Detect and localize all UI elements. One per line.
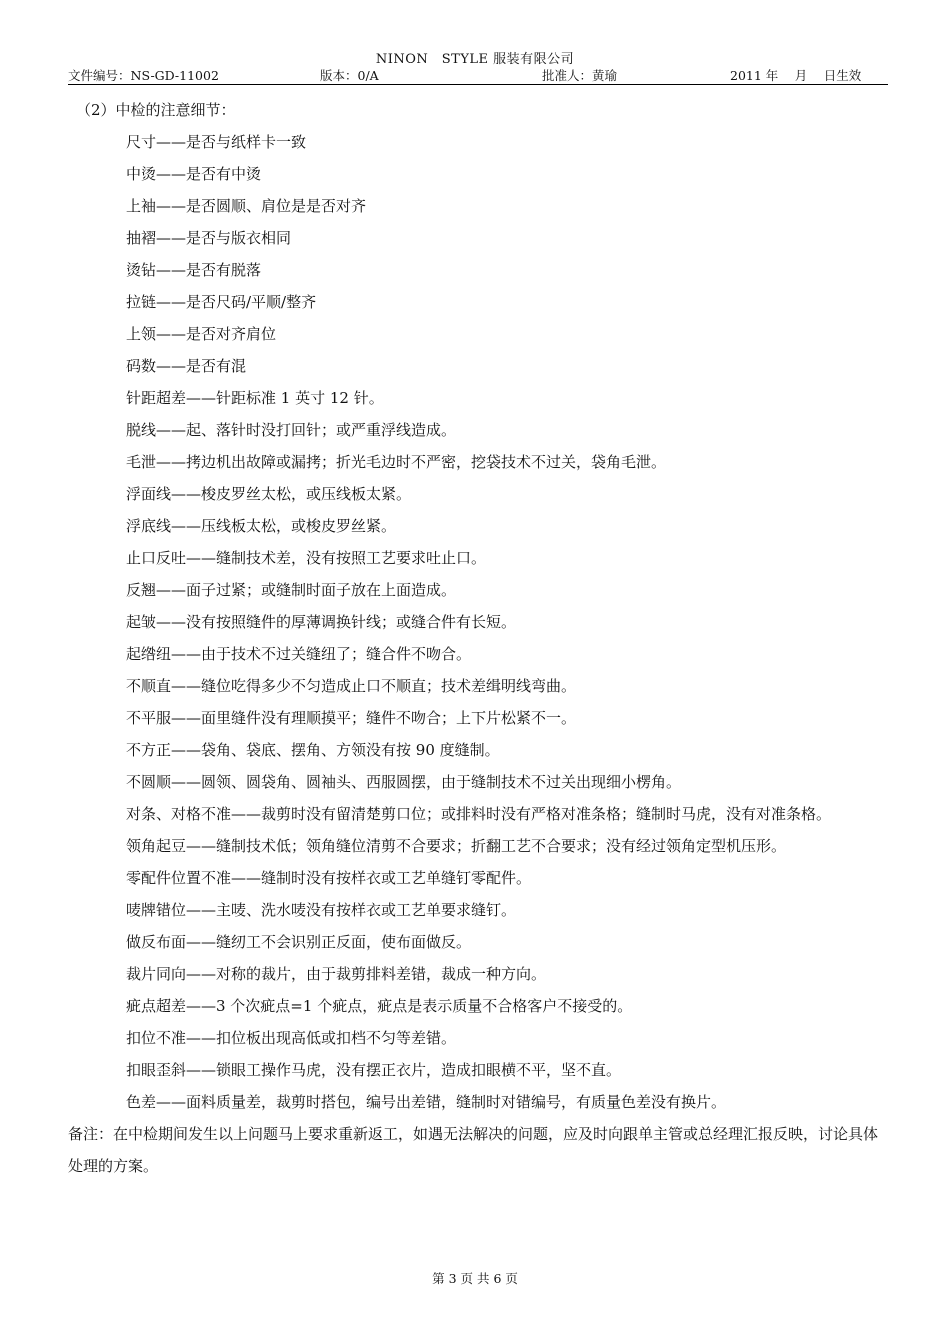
list-item: 脱线——起、落针时没打回针；或严重浮线造成。 xyxy=(126,421,457,439)
list-item: 起皱——没有按照缝件的厚薄调换针线；或缝合件有长短。 xyxy=(126,613,517,631)
list-item: 不圆顺——圆领、圆袋角、圆袖头、西服圆摆，由于缝制技术不过关出现细小楞角。 xyxy=(126,773,682,791)
list-item: 浮面线——梭皮罗丝太松，或压线板太紧。 xyxy=(126,485,412,503)
list-item: 尺寸——是否与纸样卡一致 xyxy=(126,133,307,151)
list-item: 浮底线——压线板太松，或梭皮罗丝紧。 xyxy=(126,517,397,535)
list-item: 疵点超差——3 个次疵点=1 个疵点，疵点是表示质量不合格客户不接受的。 xyxy=(126,997,633,1015)
list-item: 中烫——是否有中烫 xyxy=(126,165,262,183)
effective-date: 2011 年 月 日生效 xyxy=(730,68,862,83)
list-item: 上领——是否对齐肩位 xyxy=(126,325,277,343)
list-item: 扣眼歪斜——锁眼工操作马虎，没有摆正衣片，造成扣眼横不平，坚不直。 xyxy=(126,1061,622,1079)
version: 版本：0/A xyxy=(320,68,379,83)
section-title: （2）中检的注意细节： xyxy=(76,101,236,119)
list-item: 码数——是否有混 xyxy=(126,357,247,375)
list-item: 起绺纽——由于技术不过关缝纽了；缝合件不吻合。 xyxy=(126,645,472,663)
list-item: 裁片同向——对称的裁片，由于裁剪排料差错，裁成一种方向。 xyxy=(126,965,547,983)
remark-note: 备注：在中检期间发生以上问题马上要求重新返工，如遇无法解决的问题，应及时向跟单主管或总经理汇报反映，讨论具体处理的方案。 xyxy=(68,1125,879,1175)
page-number: 第 3 页 共 6 页 xyxy=(432,1271,518,1286)
company-name: NINON STYLE 服装有限公司 xyxy=(375,52,575,67)
list-item: 不方正——袋角、袋底、摆角、方领没有按 90 度缝制。 xyxy=(126,741,500,759)
doc-number: 文件编号：NS-GD-11002 xyxy=(68,68,219,83)
list-item: 反翘——面子过紧；或缝制时面子放在上面造成。 xyxy=(126,581,457,599)
document-meta-bar xyxy=(68,67,888,85)
list-item: 拉链——是否尺码/平顺/整齐 xyxy=(126,293,317,311)
list-item: 不顺直——缝位吃得多少不匀造成止口不顺直；技术差缉明线弯曲。 xyxy=(126,677,577,695)
list-item: 对条、对格不准——裁剪时没有留清楚剪口位；或排料时没有严格对准条格；缝制时马虎，没有对准条格。 xyxy=(126,805,832,823)
approver: 批准人：黄瑜 xyxy=(542,68,618,83)
list-item: 做反布面——缝纫工不会识别正反面，使布面做反。 xyxy=(126,933,472,951)
list-item: 不平服——面里缝件没有理顺摸平；缝件不吻合；上下片松紧不一。 xyxy=(126,709,577,727)
list-item: 唛牌错位——主唛、洗水唛没有按样衣或工艺单要求缝钉。 xyxy=(126,901,517,919)
list-item: 色差——面料质量差，裁剪时搭包，编号出差错，缝制时对错编号，有质量色差没有换片。 xyxy=(126,1093,727,1111)
document-body xyxy=(68,94,890,1182)
list-item: 零配件位置不准——缝制时没有按样衣或工艺单缝钉零配件。 xyxy=(126,869,532,887)
list-item: 扣位不准——扣位板出现高低或扣档不匀等差错。 xyxy=(126,1029,457,1047)
list-item: 领角起豆——缝制技术低；领角缝位清剪不合要求；折翻工艺不合要求；没有经过领角定型机压形。 xyxy=(126,837,787,855)
list-item: 止口反吐——缝制技术差，没有按照工艺要求吐止口。 xyxy=(126,549,487,567)
list-item: 毛泄——拷边机出故障或漏拷；折光毛边时不严密，挖袋技术不过关，袋角毛泄。 xyxy=(126,453,667,471)
list-item: 抽褶——是否与版衣相同 xyxy=(126,229,292,247)
inspection-items-list xyxy=(68,126,890,1118)
list-item: 上袖——是否圆顺、肩位是是否对齐 xyxy=(126,197,367,215)
list-item: 针距超差——针距标准 1 英寸 12 针。 xyxy=(126,389,384,407)
list-item: 烫钻——是否有脱落 xyxy=(126,261,262,279)
